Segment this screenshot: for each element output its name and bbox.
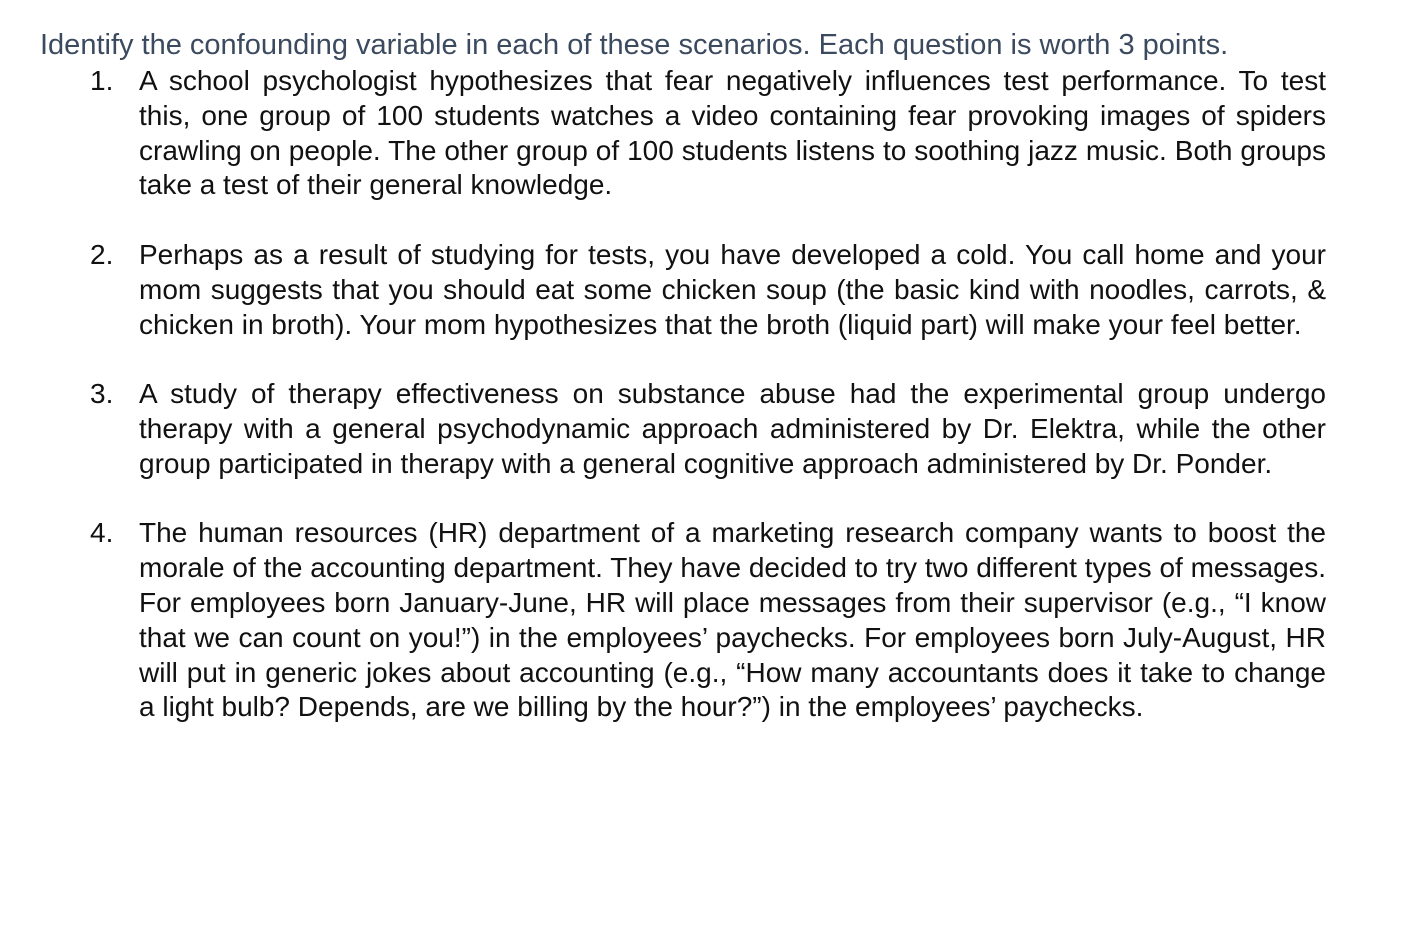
question-item-4 xyxy=(40,516,1330,725)
question-number: 4. xyxy=(90,517,114,549)
instructions-heading: Identify the confounding variable in each of these scenarios. Each question is worth 3 points. xyxy=(40,29,1229,61)
question-number: 2. xyxy=(90,238,114,270)
question-item-1 xyxy=(40,64,1330,203)
question-text: A school psychologist hypothesizes that fear negatively influences test performance. To test this, one group of 100 students watches a video containing fear provoking images of spiders crawling on people. The other group of 100 students listens to soothing jazz music. Both groups take a test of their general knowledge. xyxy=(139,65,1326,201)
question-list xyxy=(40,64,1330,725)
question-text: Perhaps as a result of studying for tests, you have developed a cold. You call home and your mom suggests that you should eat some chicken soup (the basic kind with noodles, carrots, & chicken in broth). Your mom hypothesizes that the broth (liquid part) will make your feel better. xyxy=(139,238,1326,340)
question-text: A study of therapy effectiveness on substance abuse had the experimental group undergo therapy with a general psychodynamic approach administered by Dr. Elektra, while the other group participated in therapy with a general cognitive approach administered by Dr. Ponder. xyxy=(139,378,1326,479)
question-number: 1. xyxy=(90,65,114,96)
question-item-2 xyxy=(40,238,1330,342)
question-number: 3. xyxy=(90,378,114,410)
question-item-3 xyxy=(40,377,1330,481)
document-page xyxy=(40,26,1330,725)
question-text: The human resources (HR) department of a marketing research company wants to boost the morale of the accounting department. They have decided to try two different types of messages. For employees born January-June, HR will place messages from their supervisor (e.g., “I know that we can count on you!”) in the employees’ paychecks. For employees born July-August, HR will put in generic jokes about accounting (e.g., “How many accountants does it take to change a light bulb? Depends, are we billing by the hour?”) in the employees’ paychecks. xyxy=(139,517,1326,723)
